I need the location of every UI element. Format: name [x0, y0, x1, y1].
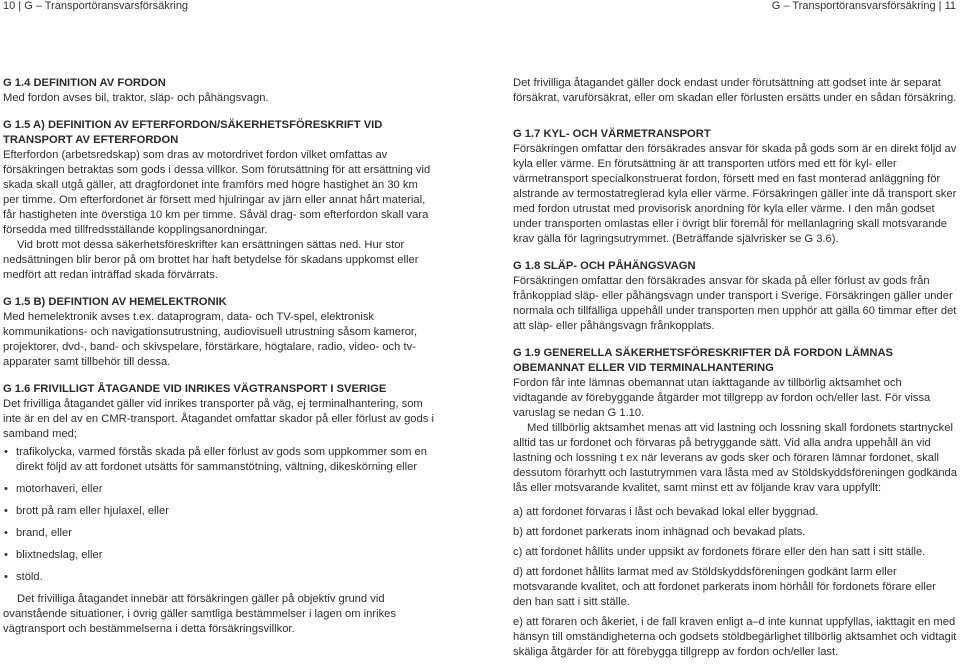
list-item: • motorhaveri, eller [3, 482, 435, 497]
section-g16-title: G 1.6 FRIVILLIGT ÅTAGANDE VID INRIKES VÄGTRANSPORT I SVERIGE [3, 383, 387, 395]
section-g18-title: G 1.8 SLÄP- OCH PÅHÄNGSVAGN [513, 260, 696, 272]
section-g15a-paragraph-2: Vid brott mot dessa säkerhetsföreskrifter kan ersättningen sättas ned. Hur stor nedsättningen blir beror på om brottet har haft betydelse för skadans uppkomst eller medfört att redan inträffad skada förvärrats. [3, 239, 419, 281]
section-g15b-title: G 1.5 B) DEFINTION AV HEMELEKTRONIK [3, 296, 227, 308]
left-column [3, 76, 435, 637]
section-g15a-paragraph-1: Efterfordon (arbetsredskap) som dras av motordrivet fordon vilket omfattas av försäkringen betraktas som gods i dessa villkor. Som förutsättning för att ersättning vid skada skall utgå gäller, att dragfordonet inte framförs med högre hastighet än 30 km per timme. Om efterfordonet är försett med hjulringar av järn eller annat hårt material, får hastigheten inte överstiga 10 km per timme. Såväl drag- som efterfordon skall vara försedda med tillfredsställande kopplingsanordningar. [3, 149, 431, 236]
section-g14-title: G 1.4 DEFINITION AV FORDON [3, 77, 166, 89]
requirement-item: a) att fordonet förvaras i låst och bevakad lokal eller byggnad. [513, 506, 819, 518]
section-g16-text: Det frivilliga åtagandet gäller vid inrikes transporter på väg, ej terminalhantering, som inte är en del av en CMR-transport. Åtagandet omfattar skador på eller förlust av gods i samband med; [3, 398, 434, 440]
section-g19-paragraph-1: Fordon får inte lämnas obemannat utan iakttagande av tillbörlig aktsamhet och vidtagande av förebyggande åtgärder mot tillgrepp av fordon och/eller last. För vissa varuslag se nedan G 1.10. [513, 377, 931, 419]
right-column [513, 76, 957, 665]
section-g14-text: Med fordon avses bil, traktor, släp- och påhängsvagn. [3, 92, 269, 104]
requirement-item: d) att fordonet hållits larmat med av Stöldskyddsföreningen godkänt larm eller motsvarande kvalitet, och att fordonet parkerats inom hörhåll för fordonets förare eller den han satt i sitt ställe. [513, 566, 936, 608]
section-g16-closing: Det frivilliga åtagandet innebär att försäkringen gäller på objektiv grund vid ovanstående situationer, i övrig gäller samtliga bestämmelser i lagen om inrikes vägtransport och bestämmelserna i detta försäkringsvillkor. [3, 593, 396, 635]
requirement-item: e) att föraren och åkeriet, i de fall kraven enligt a–d inte kunnat uppfyllas, iakttagit en med hänsyn till omständigheterna och godsets stöldbegärlighet tillbörlig aktsamhet och vidtagit skäliga åtgärder för att förebygga tillgrepp av fordon och/eller last. [513, 616, 957, 658]
section-g17-title: G 1.7 KYL- OCH VÄRMETRANSPORT [513, 128, 711, 140]
list-item: • brand, eller [3, 526, 435, 541]
section-g15b-text: Med hemelektronik avses t.ex. dataprogram, data- och TV-spel, elektronisk kommunikations- och navigationsutrustning, audiovisuell utrustning såsom kameror, projektorer, dvd-, band- och skivspelare, förstärkare, högtalare, radio, video- och tv-apparater samt tillbehör till dessa. [3, 311, 418, 368]
list-item: • trafikolycka, varmed förstås skada på eller förlust av gods som uppkommer som en direkt följd av att fordonet utsätts för sammanstötning, vältning, dikeskörning eller [3, 445, 435, 475]
list-item: • brott på ram eller hjulaxel, eller [3, 504, 435, 519]
page-header-right: G – Transportöransvarsförsäkring | 11 [771, 0, 956, 12]
section-g19-title: G 1.9 GENERELLA SÄKERHETSFÖRESKRIFTER DÅ FORDON LÄMNAS OBEMANNAT ELLER VID TERMINALHANTERING [513, 347, 893, 374]
section-g18-text: Försäkringen omfattar den försäkrades ansvar för skada på eller förlust av gods från frånkopplad släp- eller påhängsvagn under transport i Sverige. Försäkringen gäller under normala och tillfälliga uppehåll under transporten men upphör att gälla 60 timmar efter det att släp- eller påhängsvagn frånkopplats. [513, 275, 957, 332]
list-item: • stöld. [3, 570, 435, 585]
intro-paragraph: Det frivilliga åtagandet gäller dock endast under förutsättning att godset inte är separat försäkrat, varuförsäkrat, eller om skadan eller förlusten ersätts under en sådan försäkring. [513, 77, 957, 104]
page-header-left: 10 | G – Transportöransvarsförsäkring [3, 0, 189, 12]
section-g19-paragraph-2: Med tillbörlig aktsamhet menas att vid lastning och lossning skall fordonets startnyckel alltid tas ur fordonet och förvaras på betryggande sätt. Vid alla andra uppehåll än vid lastning och lossning t ex när leverans av gods sker och föraren lämnar fordonet, skall dessutom förarhytt och lastutrymmen vara låsta med av Stöldskyddsföreningen godkända lås eller motsvarande kvalitet, samt minst ett av följande krav vara uppfyllt: [513, 422, 958, 494]
requirement-item: c) att fordonet hållits under uppsikt av fordonets förare eller den han satt i sitt ställe. [513, 546, 926, 558]
requirement-item: b) att fordonet parkerats inom inhägnad och bevakad plats. [513, 526, 806, 538]
section-g17-text: Försäkringen omfattar den försäkrades ansvar för skada på gods som är en direkt följd av kyla eller värme. En förutsättning är att transporten utförs med ett för kyl- eller värmetransport specialkonstruerat fordon, försett med en fast monterad anläggning för alstrande av termostatreglerad kyla eller värme. Försäkringen gäller inte då transport sker med fordon utrustat med provisorisk anordning för kyla eller värme. I den mån godset under transporten omlastas eller i övrigt blir föremål för mellanlagring skall motsvarande krav gälla för lagringsutrymmet. (Beträffande självrisker se G 3.6). [513, 143, 957, 245]
list-item: • blixtnedslag, eller [3, 548, 435, 563]
section-g15a-title: G 1.5 A) DEFINITION AV EFTERFORDON/SÄKERHETSFÖRESKRIFT VID TRANSPORT AV EFTERFORDON [3, 119, 383, 146]
condition-list [3, 445, 435, 585]
